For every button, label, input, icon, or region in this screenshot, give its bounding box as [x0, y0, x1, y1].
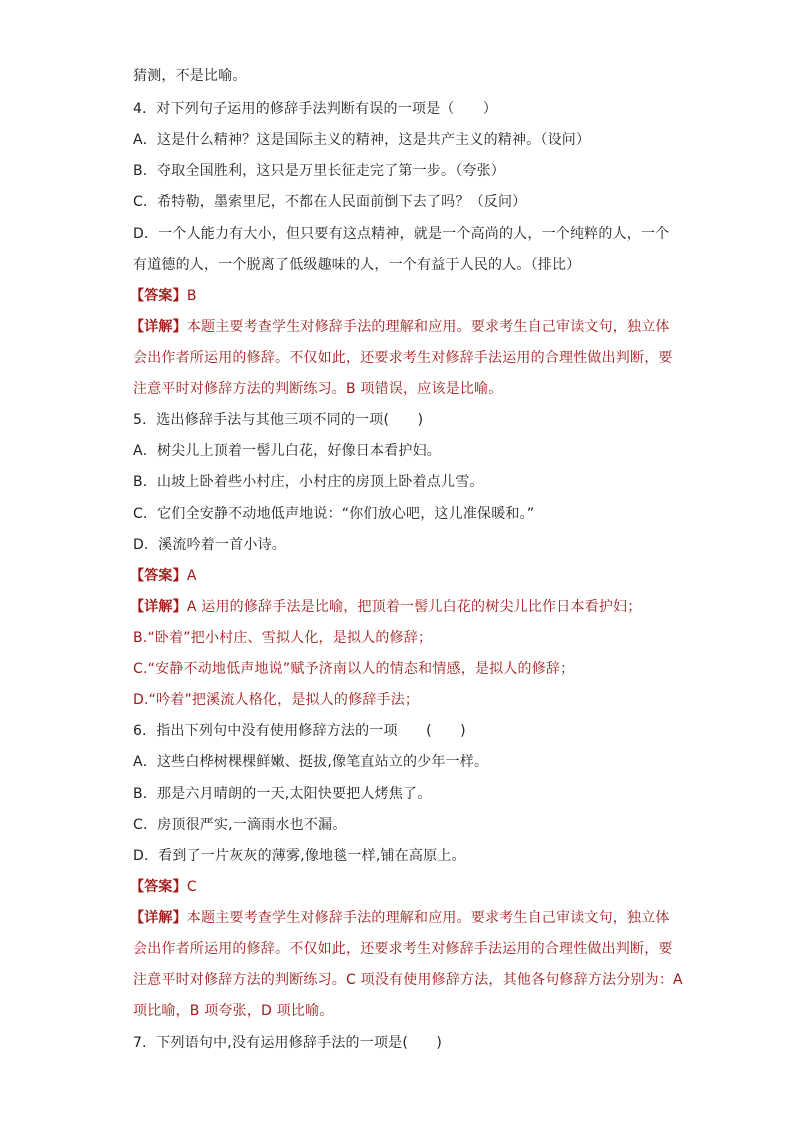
detail-line: 【详解】本题主要考查学生对修辞手法的理解和应用。要求考生自己审读文句，独立体 [130, 319, 670, 335]
detail-line: 会出作者所运用的修辞。不仅如此，还要求考生对修辞手法运用的合理性做出判断，要 [133, 941, 673, 957]
answer-line: 【答案】A [130, 568, 197, 584]
option-a: A．这是什么精神？这是国际主义的精神，这是共产主义的精神。（设问） [133, 132, 591, 148]
detail-line: D.“吟着”把溪流人格化，是拟人的修辞手法； [133, 692, 420, 708]
detail-line: 注意平时对修辞方法的判断练习。B 项错误，应该是比喻。 [133, 381, 503, 397]
option-b: B．夺取全国胜利，这只是万里长征走完了第一步。（夸张） [133, 163, 506, 179]
detail-line: 项比喻，B 项夸张，D 项比喻。 [133, 1003, 334, 1019]
option-c: C．房顶很严实,一滴雨水也不漏。 [133, 817, 347, 833]
option-c: C．希特勒，墨索里尼，不都在人民面前倒下去了吗？（反问） [133, 194, 527, 210]
question-6: 6．指出下列句中没有使用修辞方法的一项 ( ) [133, 723, 466, 739]
detail-line: C.“安静不动地低声地说”赋予济南以人的情态和情感，是拟人的修辞； [133, 661, 575, 677]
option-a: A．这些白桦树棵棵鲜嫩、挺拔,像笔直站立的少年一样。 [133, 754, 489, 770]
text-line: 猜测，不是比喻。 [133, 68, 247, 84]
question-4: 4．对下列句子运用的修辞手法判断有误的一项是（ ） [133, 101, 498, 117]
detail-line: B.“卧着”把小村庄、雪拟人化，是拟人的修辞； [133, 630, 433, 646]
question-5: 5．选出修辞手法与其他三项不同的一项( ) [133, 412, 424, 428]
detail-line: 【详解】本题主要考查学生对修辞手法的理解和应用。要求考生自己审读文句，独立体 [130, 910, 670, 926]
option-b: B．山坡上卧着些小村庄，小村庄的房顶上卧着点儿雪。 [133, 474, 484, 490]
detail-line: 会出作者所运用的修辞。不仅如此，还要求考生对修辞手法运用的合理性做出判断，要 [133, 350, 673, 366]
answer-line: 【答案】B [130, 288, 197, 304]
option-d: D．看到了一片灰灰的薄雾,像地毯一样,铺在高原上。 [133, 848, 466, 864]
option-a: A．树尖儿上顶着一髻儿白花，好像日本看护妇。 [133, 443, 441, 459]
detail-line: 注意平时对修辞方法的判断练习。C 项没有使用修辞方法，其他各句修辞方法分别为：A [133, 972, 683, 988]
option-b: B．那是六月晴朗的一天,太阳快要把人烤焦了。 [133, 786, 432, 802]
text-line: 有道德的人，一个脱离了低级趣味的人，一个有益于人民的人。（排比） [133, 257, 581, 273]
option-c: C．它们全安静不动地低声地说：“你们放心吧，这儿准保暖和。” [133, 506, 535, 522]
question-7: 7．下列语句中,没有运用修辞手法的一项是( ) [133, 1035, 443, 1051]
answer-line: 【答案】C [130, 879, 197, 895]
option-d: D．溪流吟着一首小诗。 [133, 537, 286, 553]
detail-line: 【详解】A 运用的修辞手法是比喻，把顶着一髻儿白花的树尖儿比作日本看护妇； [130, 599, 642, 615]
option-d: D．一个人能力有大小，但只要有这点精神，就是一个高尚的人，一个纯粹的人，一个 [133, 226, 670, 242]
